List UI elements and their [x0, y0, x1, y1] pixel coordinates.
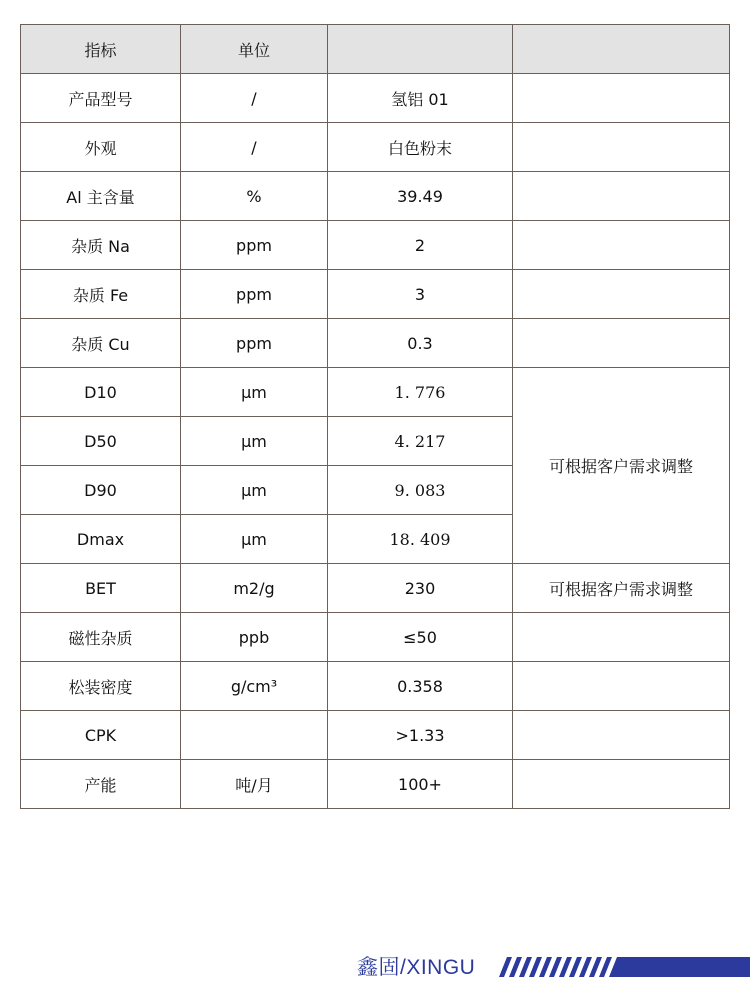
indicator-cell: CPK	[21, 711, 181, 760]
value-cell: 230	[328, 564, 513, 613]
value-cell: 100+	[328, 760, 513, 809]
value-cell: ≤50	[328, 613, 513, 662]
unit-cell: μm	[181, 368, 328, 417]
table-row	[21, 662, 730, 711]
note-cell	[513, 319, 730, 368]
table-row	[21, 319, 730, 368]
indicator-cell: 产品型号	[21, 74, 181, 123]
note-cell-merged: 可根据客户需求调整	[513, 368, 730, 564]
table-row	[21, 711, 730, 760]
unit-cell: ppb	[181, 613, 328, 662]
indicator-cell: D50	[21, 417, 181, 466]
note-cell	[513, 662, 730, 711]
value-cell: 3	[328, 270, 513, 319]
value-cell: >1.33	[328, 711, 513, 760]
spec-table	[20, 24, 730, 809]
indicator-cell: D90	[21, 466, 181, 515]
unit-cell: ppm	[181, 319, 328, 368]
indicator-cell: 杂质 Fe	[21, 270, 181, 319]
table-header-row	[21, 25, 730, 74]
brand-logo-text: 鑫固/XINGU	[357, 956, 476, 979]
unit-cell: /	[181, 74, 328, 123]
indicator-cell: 产能	[21, 760, 181, 809]
unit-cell: g/cm³	[181, 662, 328, 711]
unit-cell: μm	[181, 417, 328, 466]
unit-cell: m2/g	[181, 564, 328, 613]
unit-cell: %	[181, 172, 328, 221]
indicator-cell: BET	[21, 564, 181, 613]
value-cell: 0.3	[328, 319, 513, 368]
value-cell: 氢铝 01	[328, 74, 513, 123]
table-row	[21, 172, 730, 221]
indicator-cell: Dmax	[21, 515, 181, 564]
value-cell: 白色粉末	[328, 123, 513, 172]
header-note	[513, 25, 730, 74]
note-cell	[513, 74, 730, 123]
header-value	[328, 25, 513, 74]
table-row	[21, 270, 730, 319]
value-cell: 2	[328, 221, 513, 270]
note-cell	[513, 172, 730, 221]
unit-cell: μm	[181, 466, 328, 515]
table-row	[21, 221, 730, 270]
note-cell: 可根据客户需求调整	[513, 564, 730, 613]
indicator-cell: 松装密度	[21, 662, 181, 711]
indicator-cell: 杂质 Na	[21, 221, 181, 270]
unit-cell: ppm	[181, 270, 328, 319]
value-cell: 9. 083	[328, 466, 513, 515]
unit-cell: /	[181, 123, 328, 172]
note-cell	[513, 123, 730, 172]
table-row	[21, 613, 730, 662]
value-cell: 0.358	[328, 662, 513, 711]
note-cell	[513, 711, 730, 760]
table-row	[21, 123, 730, 172]
unit-cell: μm	[181, 515, 328, 564]
indicator-cell: 杂质 Cu	[21, 319, 181, 368]
note-cell	[513, 270, 730, 319]
table-row	[21, 74, 730, 123]
header-indicator: 指标	[21, 25, 181, 74]
unit-cell: 吨/月	[181, 760, 328, 809]
indicator-cell: D10	[21, 368, 181, 417]
note-cell	[513, 613, 730, 662]
brand-stripes-icon	[497, 954, 750, 980]
value-cell: 4. 217	[328, 417, 513, 466]
unit-cell: ppm	[181, 221, 328, 270]
value-cell: 1. 776	[328, 368, 513, 417]
note-cell	[513, 760, 730, 809]
indicator-cell: 外观	[21, 123, 181, 172]
indicator-cell: 磁性杂质	[21, 613, 181, 662]
table-row	[21, 368, 730, 417]
table-row	[21, 564, 730, 613]
unit-cell	[181, 711, 328, 760]
table-row	[21, 760, 730, 809]
note-cell	[513, 221, 730, 270]
header-unit: 单位	[181, 25, 328, 74]
value-cell: 39.49	[328, 172, 513, 221]
value-cell: 18. 409	[328, 515, 513, 564]
indicator-cell: Al 主含量	[21, 172, 181, 221]
